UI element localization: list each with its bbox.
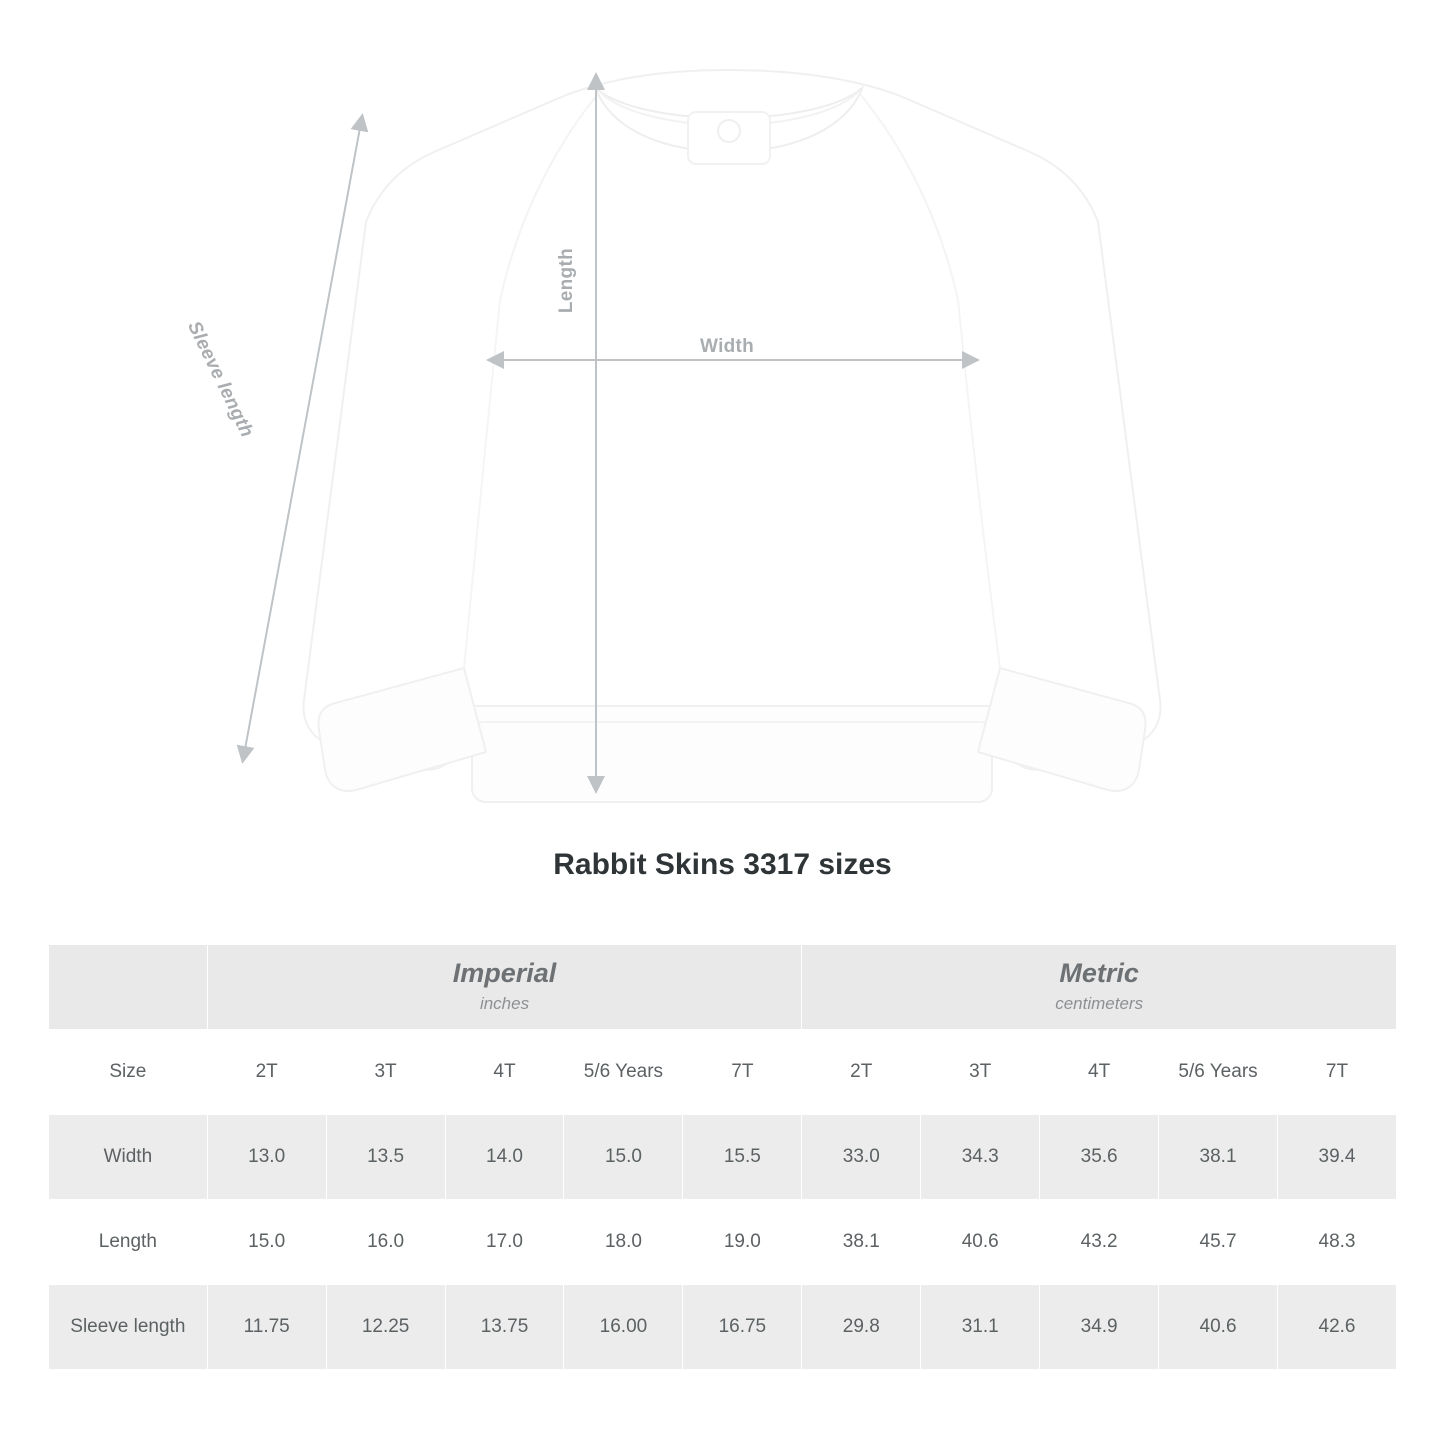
table-cell: 43.2 bbox=[1040, 1200, 1159, 1285]
table-cell: 31.1 bbox=[921, 1285, 1040, 1370]
column-header-cell: 2T bbox=[802, 1030, 921, 1115]
unit-header-spacer bbox=[49, 945, 208, 1030]
column-header-cell: 5/6 Years bbox=[1159, 1030, 1278, 1115]
table-cell: 13.75 bbox=[445, 1285, 564, 1370]
table-cell: 40.6 bbox=[1159, 1285, 1278, 1370]
table-cell: 17.0 bbox=[445, 1200, 564, 1285]
table-cell: 13.0 bbox=[207, 1115, 326, 1200]
row-label-length: Length bbox=[49, 1200, 208, 1285]
column-header-cell: 5/6 Years bbox=[564, 1030, 683, 1115]
table-cell: 15.0 bbox=[207, 1200, 326, 1285]
table-cell: 16.00 bbox=[564, 1285, 683, 1370]
row-label-sleeve-length: Sleeve length bbox=[49, 1285, 208, 1370]
column-header-cell: 2T bbox=[207, 1030, 326, 1115]
table-cell: 39.4 bbox=[1278, 1115, 1397, 1200]
table-cell: 16.0 bbox=[326, 1200, 445, 1285]
unit-imperial-sub: inches bbox=[479, 994, 530, 1014]
table-cell: 33.0 bbox=[802, 1115, 921, 1200]
table-cell: 35.6 bbox=[1040, 1115, 1159, 1200]
unit-header-metric bbox=[802, 945, 1397, 1030]
table-cell: 38.1 bbox=[802, 1200, 921, 1285]
page-title: Rabbit Skins 3317 sizes bbox=[553, 848, 892, 881]
table-row bbox=[49, 1115, 1397, 1200]
table-cell: 40.6 bbox=[921, 1200, 1040, 1285]
unit-header-imperial bbox=[207, 945, 802, 1030]
table-cell: 18.0 bbox=[564, 1200, 683, 1285]
table-cell: 45.7 bbox=[1159, 1200, 1278, 1285]
table-cell: 48.3 bbox=[1278, 1200, 1397, 1285]
column-header-cell: 4T bbox=[445, 1030, 564, 1115]
sweatshirt-shape bbox=[304, 70, 1161, 802]
table-cell: 13.5 bbox=[326, 1115, 445, 1200]
table-cell: 16.75 bbox=[683, 1285, 802, 1370]
table-cell: 42.6 bbox=[1278, 1285, 1397, 1370]
table-cell: 38.1 bbox=[1159, 1115, 1278, 1200]
table-cell: 15.5 bbox=[683, 1115, 802, 1200]
column-header-cell: 4T bbox=[1040, 1030, 1159, 1115]
unit-header-row bbox=[49, 945, 1397, 1030]
length-dimension-label: Length bbox=[556, 248, 577, 314]
column-header-size: Size bbox=[49, 1030, 208, 1115]
column-header-cell: 7T bbox=[683, 1030, 802, 1115]
table-cell: 29.8 bbox=[802, 1285, 921, 1370]
sleeve-length-dimension-label: Sleeve length bbox=[183, 318, 258, 441]
column-header-row bbox=[49, 1030, 1397, 1115]
unit-imperial-name: Imperial bbox=[452, 958, 557, 989]
size-table-container bbox=[48, 944, 1397, 1370]
table-cell: 34.9 bbox=[1040, 1285, 1159, 1370]
unit-metric-sub: centimeters bbox=[1055, 994, 1144, 1014]
table-cell: 34.3 bbox=[921, 1115, 1040, 1200]
column-header-cell: 3T bbox=[921, 1030, 1040, 1115]
table-cell: 11.75 bbox=[207, 1285, 326, 1370]
table-cell: 19.0 bbox=[683, 1200, 802, 1285]
column-header-cell: 7T bbox=[1278, 1030, 1397, 1115]
column-header-cell: 3T bbox=[326, 1030, 445, 1115]
table-row bbox=[49, 1285, 1397, 1370]
table-cell: 12.25 bbox=[326, 1285, 445, 1370]
row-label-width: Width bbox=[49, 1115, 208, 1200]
width-dimension-label: Width bbox=[700, 336, 755, 357]
unit-metric-name: Metric bbox=[1059, 958, 1139, 989]
table-cell: 14.0 bbox=[445, 1115, 564, 1200]
table-cell: 15.0 bbox=[564, 1115, 683, 1200]
size-table bbox=[48, 944, 1397, 1370]
table-row bbox=[49, 1200, 1397, 1285]
